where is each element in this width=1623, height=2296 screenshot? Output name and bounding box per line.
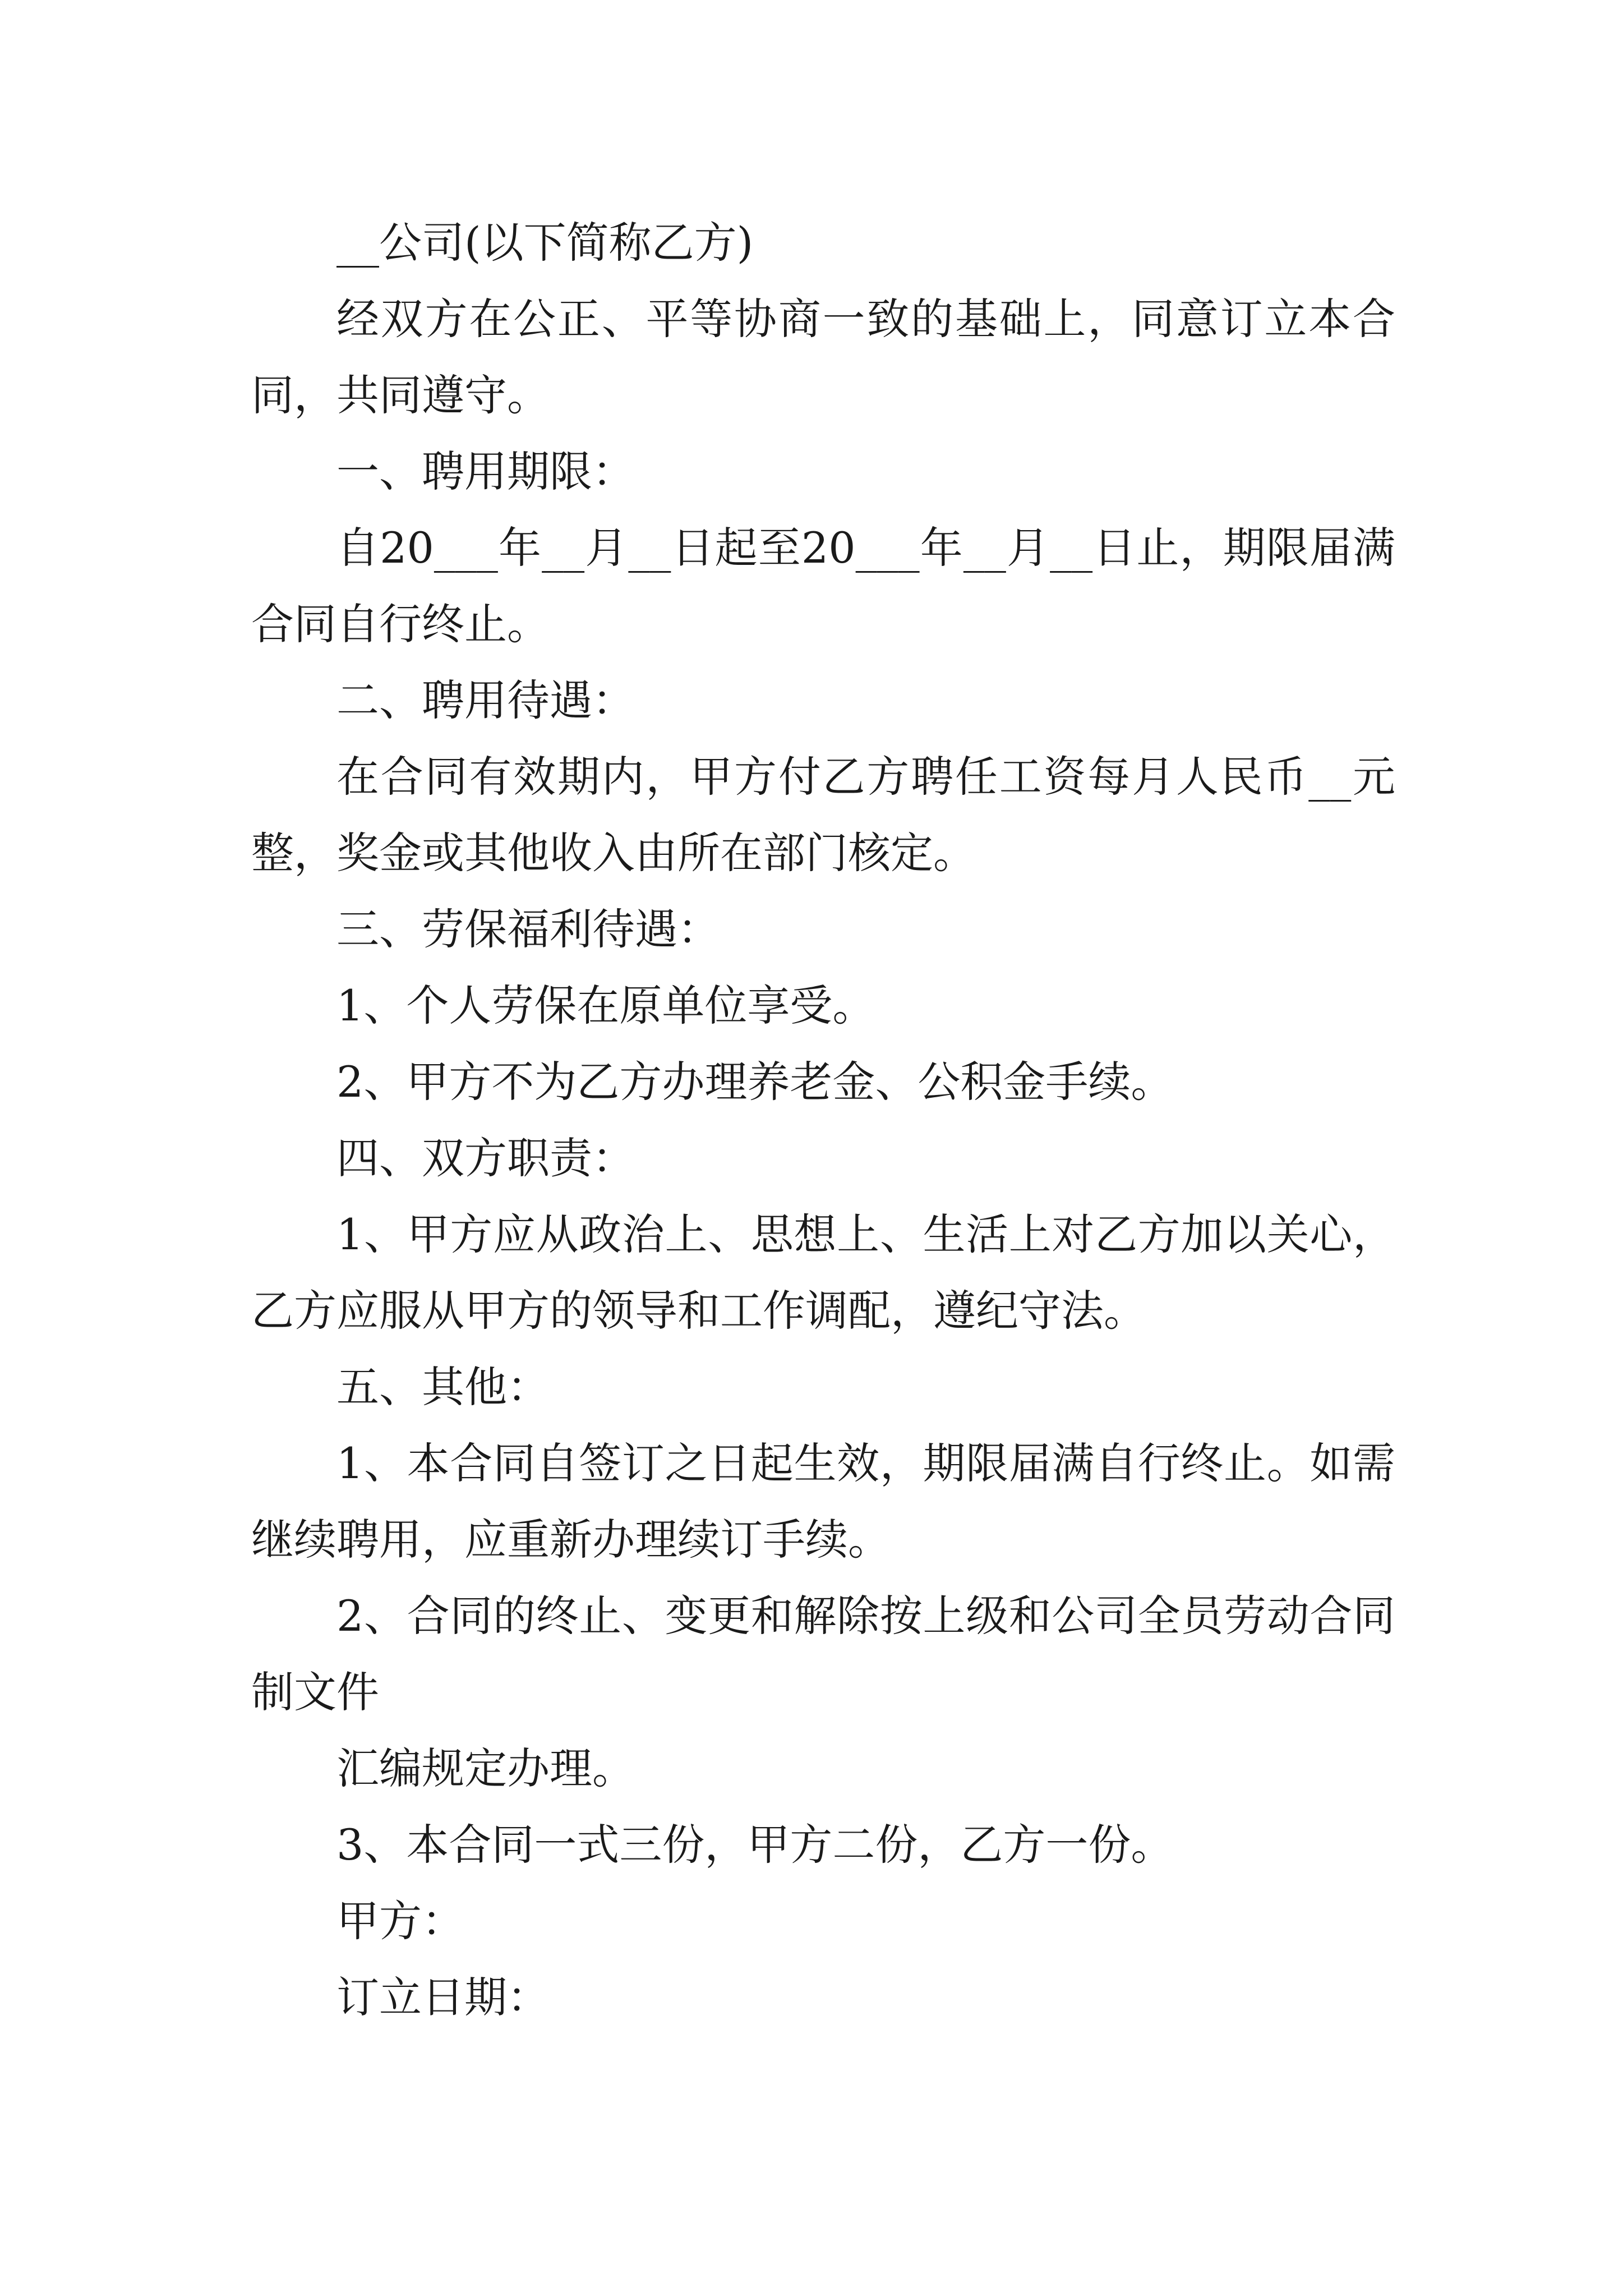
salary-paragraph: 在合同有效期内，甲方付乙方聘任工资每月人民币__元整，奖金或其他收入由所在部门核定。 (251, 752, 1395, 878)
party-a-signature-line: 甲方： (336, 1896, 464, 1946)
other-item-1: 1、本合同自签订之日起生效，期限届满自行终止。如需继续聘用，应重新办理续订手续。 (251, 1438, 1395, 1565)
duties-item-1: 1、甲方应从政治上、思想上、生活上对乙方加以关心，乙方应服从甲方的领导和工作调配，遵纪守法。 (251, 1209, 1395, 1336)
welfare-item-1: 1、个人劳保在原单位享受。 (336, 981, 875, 1030)
section-1-heading: 一、聘用期限： (336, 447, 635, 496)
other-item-3: 3、本合同一式三份，甲方二份，乙方一份。 (336, 1820, 1174, 1870)
section-5-heading: 五、其他： (336, 1362, 550, 1412)
welfare-item-2: 2、甲方不为乙方办理养老金、公积金手续。 (336, 1057, 1174, 1107)
section-2-heading: 二、聘用待遇： (336, 675, 635, 725)
signing-date-line: 订立日期： (336, 1972, 550, 2022)
party-b-line: __公司(以下简称乙方) (336, 218, 754, 268)
section-4-heading: 四、双方职责： (336, 1133, 635, 1183)
preamble-paragraph: 经双方在公正、平等协商一致的基础上，同意订立本合同，共同遵守。 (251, 294, 1395, 420)
contract-body (251, 205, 1395, 2036)
other-item-2: 2、合同的终止、变更和解除按上级和公司全员劳动合同制文件 (251, 1591, 1395, 1717)
section-3-heading: 三、劳保福利待遇： (336, 904, 720, 954)
term-paragraph: 自20___年__月__日起至20___年__月__日止，期限届满合同自行终止。 (251, 523, 1395, 649)
other-item-2-continued: 汇编规定办理。 (336, 1743, 635, 1793)
